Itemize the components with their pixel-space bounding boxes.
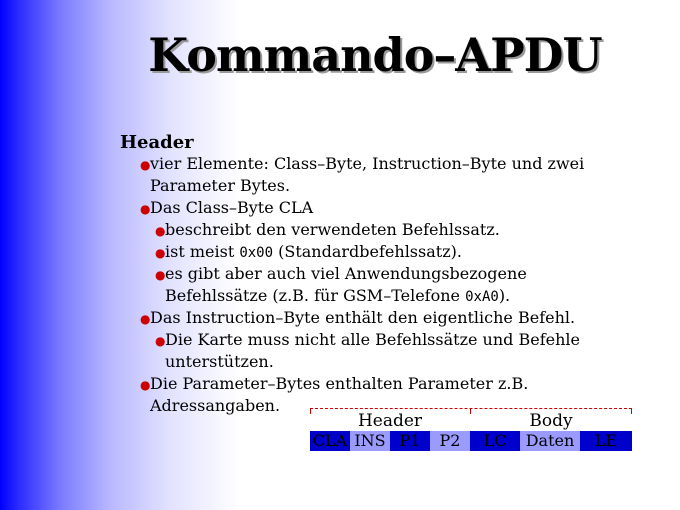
bullet-icon: ● bbox=[140, 378, 151, 392]
slide-title: Kommando–APDU bbox=[148, 28, 602, 82]
code-value: 0xA0 bbox=[465, 289, 499, 305]
bullet-icon: ● bbox=[155, 268, 166, 282]
bullet-icon: ● bbox=[155, 334, 166, 348]
apdu-cell-cla: CLA bbox=[312, 431, 348, 450]
apdu-cell-p1: P1 bbox=[399, 431, 421, 450]
list-item: Das Instruction–Byte enthält den eigentliche Befehl. bbox=[150, 308, 576, 327]
apdu-cell-le: LE bbox=[594, 431, 618, 450]
bullet-icon: ● bbox=[140, 202, 151, 216]
bracket-line bbox=[310, 408, 632, 409]
sub-list-item-continuation: Befehlssätze (z.B. für GSM–Telefone 0xA0). bbox=[165, 286, 511, 305]
apdu-cell-ins: INS bbox=[350, 431, 390, 451]
list-item-continuation: Adressangaben. bbox=[150, 396, 281, 415]
sub-list-item: beschreibt den verwendeten Befehlssatz. bbox=[165, 220, 500, 239]
bullet-icon: ● bbox=[140, 158, 151, 172]
list-item: Das Class–Byte CLA bbox=[150, 198, 314, 217]
bullet-icon: ● bbox=[155, 246, 166, 260]
bullet-icon: ● bbox=[155, 224, 166, 238]
list-item: vier Elemente: Class–Byte, Instruction–Byte und zwei bbox=[150, 154, 585, 173]
sub-list-item: es gibt aber auch viel Anwendungsbezogene bbox=[165, 264, 527, 283]
sub-list-item: Die Karte muss nicht alle Befehlssätze und Befehle bbox=[165, 330, 580, 349]
code-value: 0x00 bbox=[239, 245, 274, 261]
sub-list-item: ist meist 0x00 (Standardbefehlssatz). bbox=[165, 242, 462, 261]
apdu-cell-p2: P2 bbox=[430, 431, 470, 451]
header-group-label: Header bbox=[357, 411, 423, 431]
apdu-cell-daten: Daten bbox=[520, 431, 580, 451]
list-item: Die Parameter–Bytes enthalten Parameter z.B. bbox=[150, 374, 529, 393]
section-heading: Header bbox=[120, 132, 194, 153]
apdu-cell-lc: LC bbox=[483, 431, 507, 450]
apdu-structure-diagram bbox=[310, 408, 632, 452]
body-group-label: Body bbox=[529, 411, 573, 431]
bullet-icon: ● bbox=[140, 312, 151, 326]
list-item-continuation: Parameter Bytes. bbox=[150, 176, 291, 195]
sub-list-item-continuation: unterstützen. bbox=[165, 352, 274, 371]
